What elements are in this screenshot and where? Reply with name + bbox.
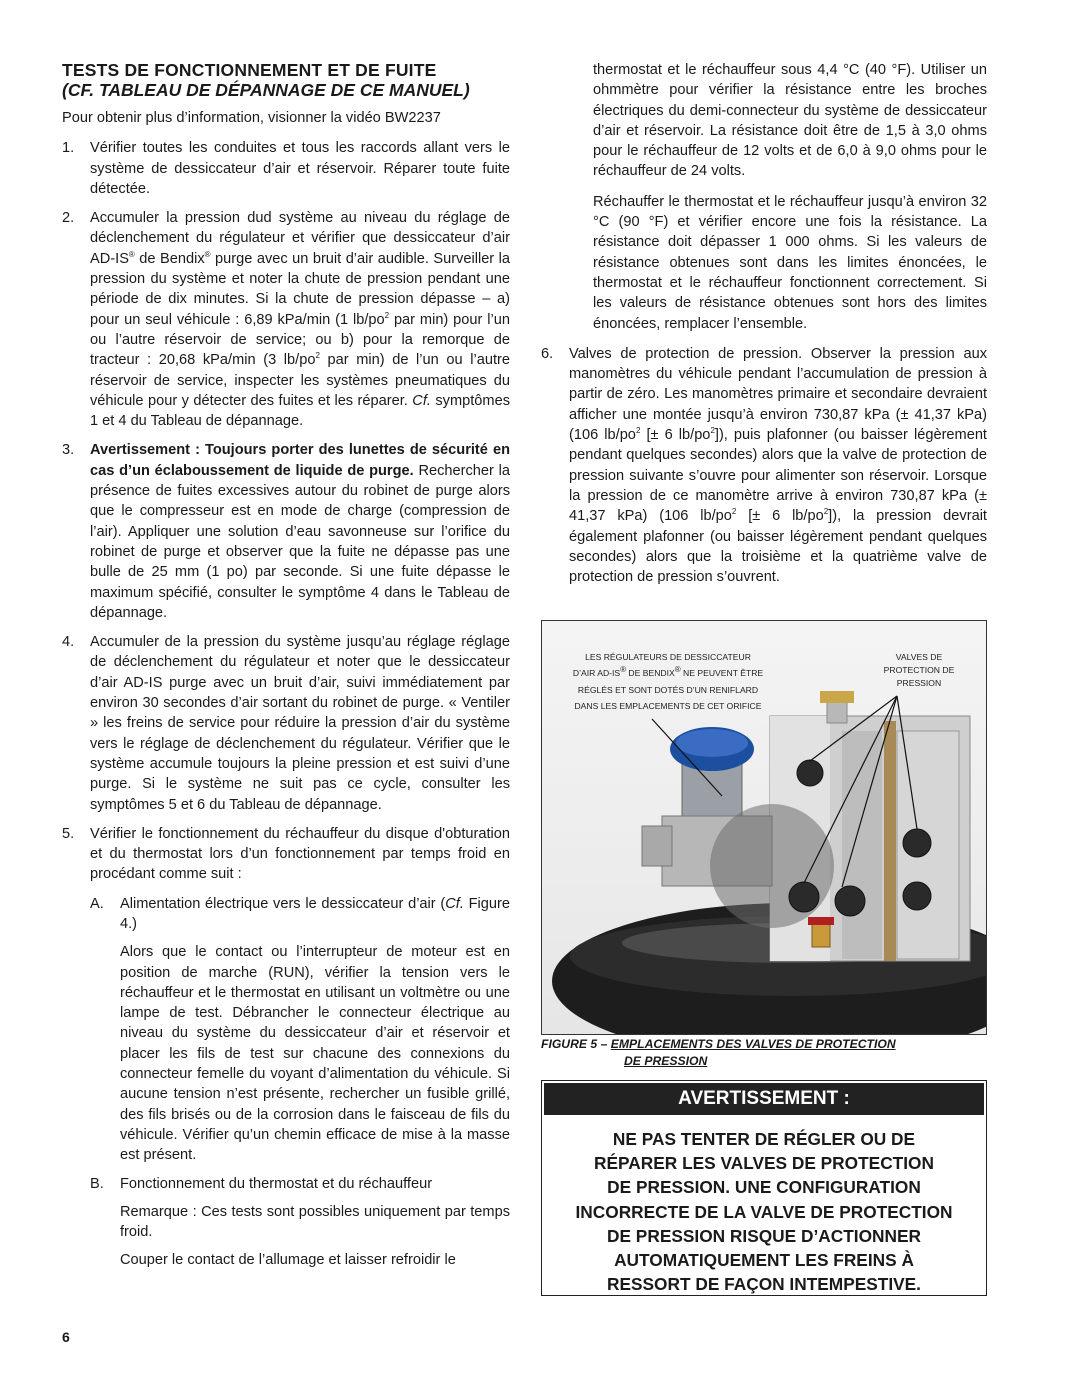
cf-italic: Cf. (412, 392, 431, 409)
brass-fitting-top (820, 691, 854, 703)
figure-5-photo (541, 620, 987, 1035)
item-number: 5. (62, 825, 75, 842)
item-text: symptômes 1 et 4 du Tableau de dépannage. (90, 392, 510, 430)
item-number: 3. (62, 442, 75, 459)
item-text: Vérifier le fonctionnement du réchauffeur du disque d'obturation et du thermostat lors d’un fonctionnement par temps froid en procédant comme suit : (90, 825, 510, 883)
sub-item-letter: A. (90, 895, 104, 912)
item-text: ]), la pression devrait également plafonner (ou baisser légèrement pendant quelques secondes) alors que la troisième et la quatrième valve de protection de pression s’ouvrent. (569, 508, 987, 586)
motor-housing (710, 804, 834, 928)
sub-item-text: Figure 4.) (120, 895, 510, 932)
item-text: purge avec un bruit d’air audible. Surveiller la pression du système et noter la chute de pression pendant une période de dix minutes. Si la chute de pression dépasse – a) pour un seul véhicule : 6,89 kPa/min (1 lb/po (90, 250, 511, 328)
item-text: Accumuler la pression dud système au niveau du réglage de déclenchement du régulateur et vérifier que dessiccateur d’air AD-IS (90, 210, 510, 267)
section-title: TESTS DE FONCTIONNEMENT ET DE FUITE (62, 60, 437, 80)
page-number: 6 (62, 1329, 70, 1345)
right-column (541, 60, 987, 597)
list-item-3 (62, 440, 510, 623)
continued-paragraph-1: thermostat et le réchauffeur sous 4,4 °C (40 °F). Utiliser un ohmmètre pour vérifier la résistance entre les broches électriques du demi-connecteur du système de dessiccateur d’air et réservoir. La résistance doit être de 1,5 à 3,0 ohms pour le réchauffeur de 12 volts et de 6,0 à 9,0 ohms pour le réchauffeur de 24 volts. (593, 62, 987, 180)
continued-paragraph-2: Réchauffer le thermostat et le réchauffeur jusqu’à environ 32 °C (90 °F) et vérifier encore une fois la résistance. La résistance doit dépasser 1 000 ohms. Si les valeurs de résistance obtenues sont dans les limites énoncées, le thermostat et le réchauffeur fonctionnent correctement. Si les valeurs de résistance obtenues sont hors des limites énoncées, remplacer l’ensemble. (593, 193, 987, 332)
warning-box (541, 1080, 987, 1296)
left-column (62, 60, 510, 1279)
warning-body: NE PAS TENTER DE RÉGLER OU DE RÉPARER LES VALVES DE PROTECTION DE PRESSION. UNE CONFIGURATION INCORRECTE DE LA VALVE DE PROTECTION DE PRESSION RISQUE D’ACTIONNER AUTOMATIQUEMENT LES FREINS À RESSORT DE FAÇON INTEMPESTIVE. (575, 1129, 953, 1295)
intro-text: Pour obtenir plus d’information, visionner la vidéo BW2237 (62, 110, 441, 126)
figure-label-left: LES RÉGULATEURS DE DESSICCATEUR D’AIR AD-IS® DE BENDIX® NE PEUVENT ÊTRE RÉGLÉS ET SONT DOTÉS D’UN RENIFLARD DANS LES EMPLACEMENTS DE CET ORIFICE (572, 652, 764, 712)
sub-item-text: Fonctionnement du thermostat et du réchauffeur (120, 1175, 433, 1192)
item-text: Valves de protection de pression. Observer la pression aux manomètres du véhicule pendant l’accumulation de pression à partir de zéro. Les manomètres primaire et secondaire devraient afficher une montée jusqu’à environ 730,87 kPa (± 41,37 kPa) (106 lb/po (569, 345, 987, 444)
item-text: Accumuler de la pression du système jusqu’au réglage réglage de déclenchement du régulateur et noter que le dessiccateur d’air AD-IS purge avec un bruit d’air, suivi immédiatement par environ 30 secondes d’air sortant du robinet de purge. « Ventiler » les freins de service pour réduire la pression d’air du système vers le réglage de déclenchement du régulateur. Vérifier que le système accumule toujours la pleine pression et est suivi d’une purge. Si le système ne suit pas ce cycle, consulter les symptômes 5 et 6 du Tableau de dépannage. (90, 634, 510, 813)
list-item-5 (62, 824, 510, 885)
item-text: de Bendix (134, 250, 205, 267)
superscript: 2 (823, 507, 829, 517)
item-text: ]), puis plafonner (ou baisser légèrement pendant quelques secondes) alors que la valve de protection de pression suivante s’ouvre pour alimenter son réservoir. Lorsque la pression de ce manomètre arrive à environ 730,87 kPa (± 41,37 kPa) (106 lb/po (569, 427, 987, 525)
item-text: par min) de l’un ou l’autre réservoir de service, inspecter les systèmes pneumatiques du véhicule pour y détecter des fuites et les réparer. (90, 352, 510, 409)
warning-bold-text: Avertissement : Toujours porter des lunettes de sécurité en cas d’un éclaboussement de liquide de purge. (90, 442, 510, 479)
sub-item-b (62, 1174, 510, 1194)
item-number: 2. (62, 210, 75, 227)
superscript: 2 (710, 426, 715, 436)
superscript: 2 (315, 351, 320, 361)
sub-item-a (62, 894, 510, 935)
paragraph-b-note: Remarque : Ces tests sont possibles uniquement par temps froid. (120, 1203, 510, 1241)
list-item-6 (541, 344, 987, 588)
cf-italic: Cf. (445, 895, 464, 912)
item-text: par min) pour l’un ou l’autre réservoir de service; ou b) pour la remorque de tracteur : 20,68 kPa/min (3 lb/po (90, 311, 510, 369)
registered-mark: ® (128, 249, 135, 259)
paragraph-b-text: Couper le contact de l’allumage et laisser refroidir le (120, 1252, 456, 1269)
superscript: 2 (384, 310, 390, 320)
list-item-4 (62, 632, 510, 815)
figure-label-right: VALVES DE PROTECTION DE PRESSION (883, 652, 955, 688)
item-number: 4. (62, 634, 75, 651)
list-item-1 (62, 138, 510, 199)
item-number: 1. (62, 140, 75, 157)
item-text: Vérifier toutes les conduites et tous les raccords allant vers le système de dessiccateur d’air et réservoir. Réparer toute fuite détectée. (90, 140, 510, 197)
item-text: Rechercher la présence de fuites excessives autour du robinet de purge alors que le compresseur est en mode de charge (compression de l’air). Appliquer une solution d’eau savonneuse sur l’orifice du robinet de purge et observer que la fuite ne dépasse pas une bulle de 25 mm (1 po) par seconde. Si une fuite dépasse le maximum spécifié, consulter le symptôme 4 dans le Tableau de dépannage. (90, 462, 510, 621)
sub-item-letter: B. (90, 1175, 104, 1192)
sub-item-text: Alimentation électrique vers le dessiccateur d’air ( (120, 895, 446, 912)
item-text: [± 6 lb/po (736, 508, 824, 525)
list-item-2 (62, 208, 510, 431)
item-text: [± 6 lb/po (640, 427, 711, 444)
paragraph-a: Alors que le contact ou l’interrupteur de moteur est en position de marche (RUN), vérifier la tension vers le réchauffeur et le thermostat en utilisant un voltmètre ou une lampe de test. Débrancher le connecteur électrique au niveau du système du dessiccateur d’air et réservoir et placer les fils de test sur chacune des connexions du connecteur femelle du voyant d’alimentation du véhicule. Si aucune tension n’est présente, rechercher un fusible grillé, des fils brisés ou de la corrosion dans le faisceau de fils du véhicule. Vérifier qu’un chemin efficace de mise à la masse est présent. (120, 944, 510, 1164)
figure-caption: FIGURE 5 – EMPLACEMENTS DES VALVES DE PROTECTION DE PRESSION (541, 1037, 896, 1068)
item-number: 6. (541, 345, 554, 362)
warning-header: AVERTISSEMENT : (544, 1083, 984, 1115)
brass-rod (884, 721, 896, 961)
registered-mark: ® (204, 249, 211, 259)
section-subtitle: (CF. TABLEAU DE DÉPANNAGE DE CE MANUEL) (62, 80, 470, 100)
superscript: 2 (731, 507, 737, 517)
superscript: 2 (635, 426, 641, 436)
